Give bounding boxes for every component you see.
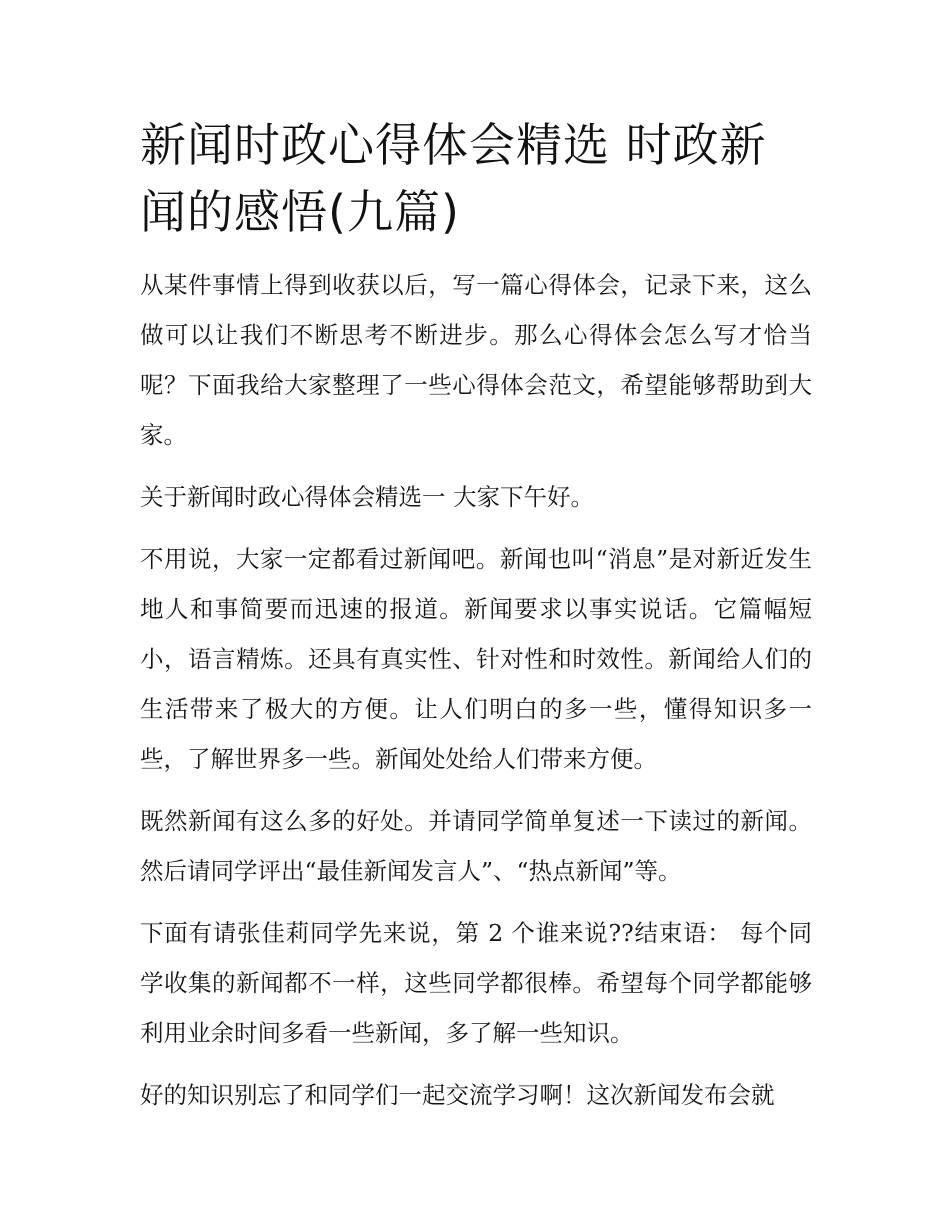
paragraph-news-benefits: 既然新闻有这么多的好处。并请同学简单复述一下读过的新闻。然后请同学评出“最佳新闻发言人”、“热点新闻”等。 <box>140 807 812 885</box>
document-page <box>140 112 812 1120</box>
paragraph-continuation: 好的知识别忘了和同学们一起交流学习啊！这次新闻发布会就 <box>140 1081 775 1109</box>
paragraph-news-description: 不用说，大家一定都看过新闻吧。新闻也叫“消息”是对新近发生地人和事简要而迅速的报道。新闻要求以事实说话。它篇幅短小，语言精炼。还具有真实性、针对性和时效性。新闻给人们的生活带来了极大的方便。让人们明白的多一些，懂得知识多一些，了解世界多一些。新闻处处给人们带来方便。 <box>140 545 812 773</box>
paragraph-section-one-heading: 关于新闻时政心得体会精选一 大家下午好。 <box>140 483 594 511</box>
paragraph-intro: 从某件事情上得到收获以后，写一篇心得体会，记录下来，这么做可以让我们不断思考不断进步。那么心得体会怎么写才恰当呢？下面我给大家整理了一些心得体会范文，希望能够帮助到大家。 <box>140 271 812 449</box>
document-title: 新闻时政心得体会精选 时政新闻的感悟(九篇) <box>140 118 767 239</box>
paragraph-closing-remarks: 下面有请张佳莉同学先来说，第 2 个谁来说??结束语： 每个同学收集的新闻都不一样，这些同学都很棒。希望每个同学都能够利用业余时间多看一些新闻，多了解一些知识。 <box>140 919 812 1047</box>
